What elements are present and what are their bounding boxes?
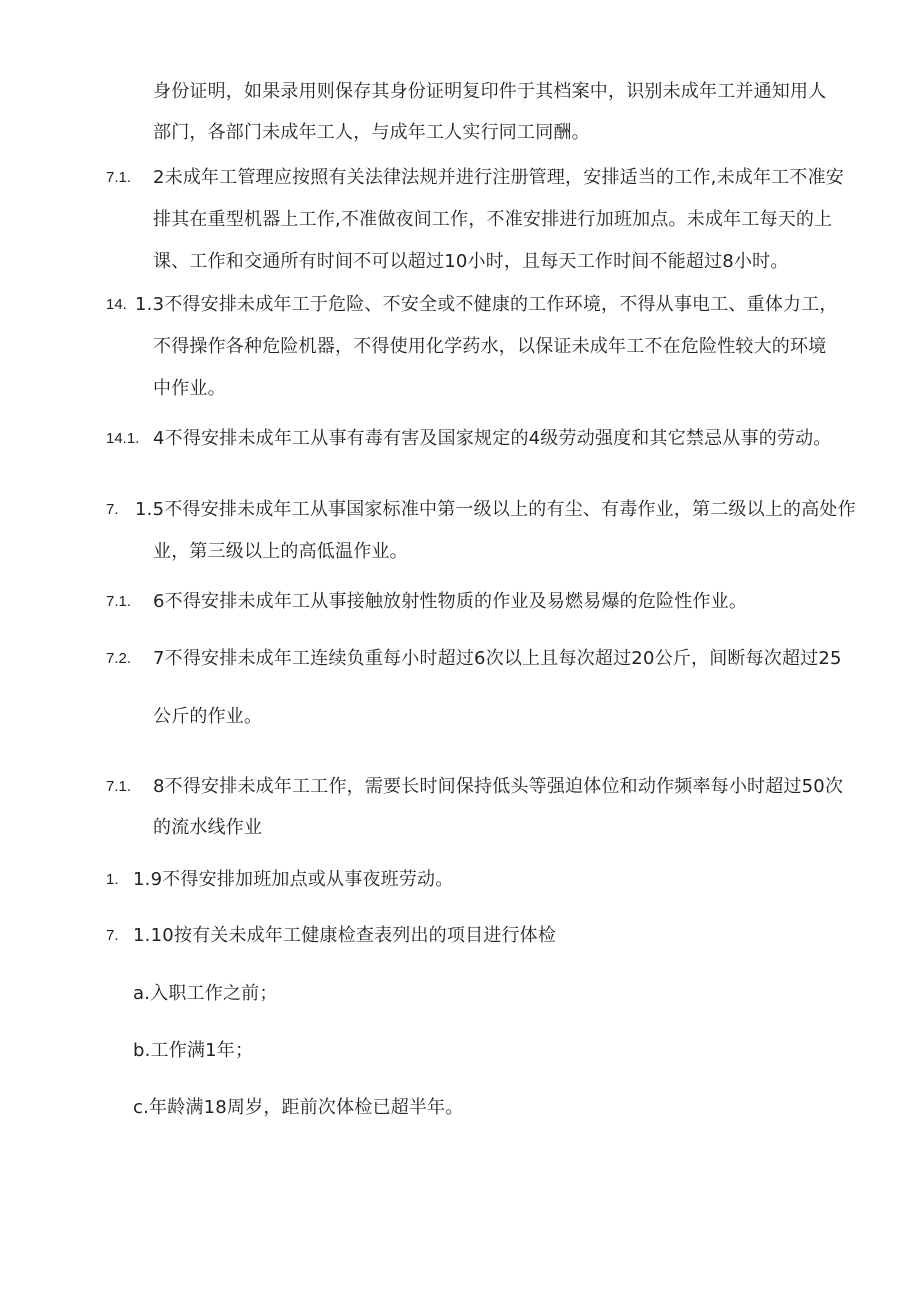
paragraph-line: 1.9不得安排加班加点或从事夜班劳动。 (133, 869, 454, 890)
paragraph-line: 2未成年工管理应按照有关法律法规并进行注册管理，安排适当的工作,未成年工不准安 (153, 167, 844, 188)
paragraph-line: 7不得安排未成年工连续负重每小时超过6次以上且每次超过20公斤，间断每次超过25 (153, 648, 842, 669)
clause-number: 7. (106, 927, 119, 944)
clause-number: 14.1. (106, 430, 140, 447)
list-item: b.工作满1年； (133, 1040, 254, 1061)
paragraph-line: 1.10按有关未成年工健康检查表列出的项目进行体检 (133, 925, 557, 946)
paragraph-line: 1.5不得安排未成年工从事国家标准中第一级以上的有尘、有毒作业，第二级以上的高处作 (135, 499, 856, 520)
clause-number: 7.2. (106, 650, 132, 667)
paragraph-line: 身份证明，如果录用则保存其身份证明复印件于其档案中，识别未成年工并通知用人 (153, 81, 827, 102)
clause-number: 7.1. (106, 593, 132, 610)
clause-number: 1. (106, 871, 119, 888)
paragraph-line: 不得操作各种危险机器，不得使用化学药水，以保证未成年工不在危险性较大的环境 (153, 336, 827, 357)
paragraph-line: 业，第三级以上的高低温作业。 (153, 541, 408, 562)
paragraph-line: 排其在重型机器上工作,不准做夜间工作，不准安排进行加班加点。未成年工每天的上 (153, 209, 833, 230)
paragraph-line: 1.3不得安排未成年工于危险、不安全或不健康的工作环境，不得从事电工、重体力工， (135, 294, 838, 315)
clause-number: 7.1. (106, 778, 132, 795)
paragraph-line: 的流水线作业 (153, 817, 263, 838)
paragraph-line: 课、工作和交通所有时间不可以超过10小时，且每天工作时间不能超过8小时。 (153, 251, 789, 272)
paragraph-line: 中作业。 (153, 378, 226, 399)
clause-number: 14. (106, 296, 127, 313)
paragraph-line: 8不得安排未成年工工作，需要长时间保持低头等强迫体位和动作频率每小时超过50次 (153, 776, 844, 797)
paragraph-line: 4不得安排未成年工从事有毒有害及国家规定的4级劳动强度和其它禁忌从事的劳动。 (153, 428, 832, 449)
paragraph-line: 公斤的作业。 (153, 706, 263, 727)
paragraph-line: 6不得安排未成年工从事接触放射性物质的作业及易燃易爆的危险性作业。 (153, 591, 748, 612)
list-item: a.入职工作之前； (133, 983, 278, 1004)
clause-number: 7. (106, 501, 119, 518)
list-item: c.年龄满18周岁，距前次体检已超半年。 (133, 1097, 464, 1118)
clause-number: 7.1. (106, 169, 132, 186)
paragraph-line: 部门，各部门未成年工人，与成年工人实行同工同酬。 (153, 122, 590, 143)
